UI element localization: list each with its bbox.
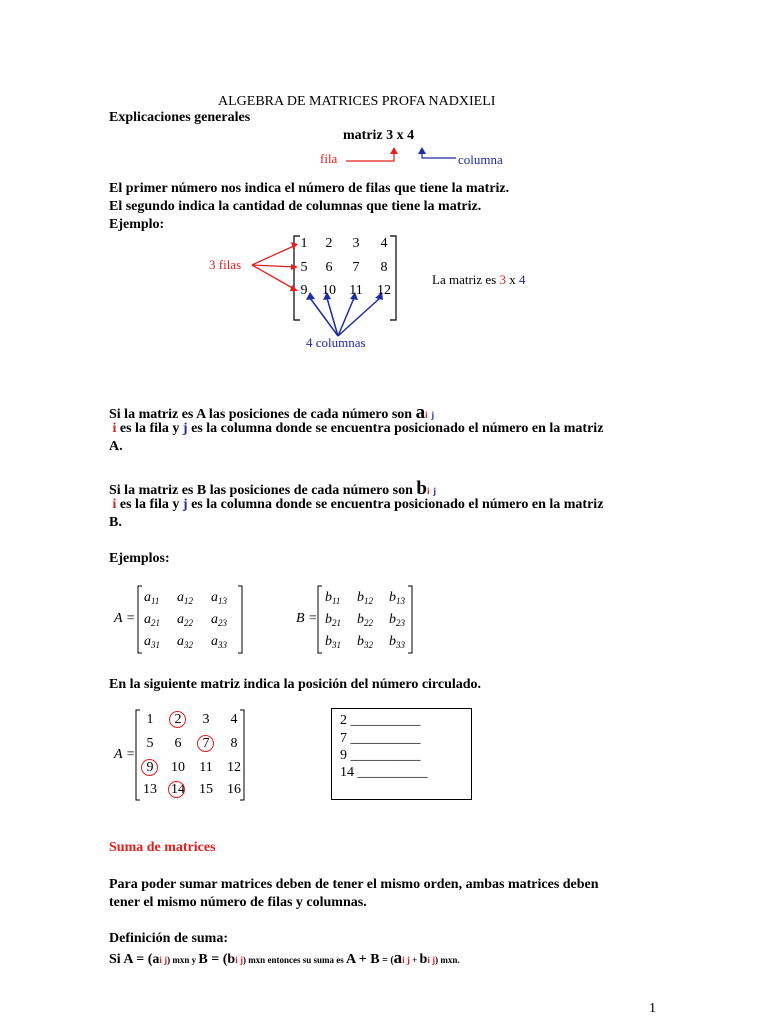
exercise-cell: 15 [199,782,213,797]
page-title: ALGEBRA DE MATRICES PROFA NADXIELI [218,94,496,109]
matrix-a-entry: $a_{13}$ [211,590,227,606]
exercise-cell: 12 [227,760,241,775]
matrix-a-entry: $a_{11}$ [144,590,160,606]
exercise-prompt: En la siguiente matriz indica la posición del número circulado. [109,677,482,692]
matrix-b-entry: $b_{11}$ [325,590,341,606]
dims-label: matriz 3 x 4 [343,128,415,143]
intro-line1: El primer número nos indica el número de filas que tiene la matriz. [109,181,510,196]
matrix-a-name: A = [114,611,136,626]
matrix-a-entry: $a_{12}$ [177,590,193,606]
suma-heading: Suma de matrices [109,840,216,855]
example-cell: 7 [352,260,360,275]
pos-a-line: Si la matriz es A las posiciones de cada número son ai j [109,402,435,423]
example-cell: 6 [325,260,333,275]
fila-label: fila [320,151,338,166]
example-cell: 11 [349,283,363,298]
exercise-cell: 4 [230,712,238,727]
exercise-cell: 2 [174,712,182,727]
circle-marker [141,759,158,776]
matrix-b-entry: $b_{31}$ [325,634,341,650]
dims-arrows [340,140,470,170]
example-cell: 10 [322,283,336,298]
exercise-cell: 13 [143,782,157,797]
matrix-b-entry: $b_{21}$ [325,612,341,628]
intro-line2: El segundo indica la cantidad de columnas que tiene la matriz. [109,199,482,214]
example-cell: 2 [325,236,333,251]
matrix-a-entry: $a_{23}$ [211,612,227,628]
exercise-cell: 9 [146,760,154,775]
pos-b-matrix: B. [109,515,122,530]
matrix-b-entry: $b_{22}$ [357,612,373,628]
example-cell: 5 [300,260,308,275]
suma-p1: Para poder sumar matrices deben de tener el mismo orden, ambas matrices deben [109,877,599,892]
exercise-cell: 5 [146,736,154,751]
circle-marker [168,781,185,798]
columna-label: columna [458,152,503,167]
size-caption: La matriz es 3 x 4 [432,272,526,287]
answer-line[interactable]: 2 __________ [340,713,421,728]
filas-label: 3 filas [209,257,242,272]
answer-line[interactable]: 7 __________ [340,731,421,746]
matrix-b-entry: $b_{13}$ [389,590,405,606]
exercise-cell: 1 [146,712,154,727]
exercise-cell: 14 [171,782,185,797]
exercise-cell: 3 [202,712,210,727]
answer-line[interactable]: 14 __________ [340,765,428,780]
columnas-label: 4 columnas [306,335,366,350]
pos-b-desc: i es la fila y j es la columna donde se encuentra posicionado el número en la matriz [112,497,604,512]
matrix-b-entry: $b_{12}$ [357,590,373,606]
ejemplo-label: Ejemplo: [109,217,165,232]
suma-formula: Si A = (ai j) mxn y B = (bi j) mxn entonces su suma es A + B = (ai j + bi j) mxn. [109,948,460,967]
subtitle: Explicaciones generales [109,110,251,125]
matrix-b-entry: $b_{32}$ [357,634,373,650]
circle-marker [197,735,214,752]
example-cell: 12 [377,283,391,298]
example-cell: 4 [380,236,388,251]
exercise-cell: 16 [227,782,241,797]
pos-a-desc: i es la fila y j es la columna donde se encuentra posicionado el número en la matriz [112,421,604,436]
example-cell: 9 [300,283,308,298]
example-cell: 1 [300,236,308,251]
exercise-matrix-name: A = [114,747,136,762]
exercise-cell: 8 [230,736,238,751]
example-cell: 8 [380,260,388,275]
matrix-a-entry: $a_{31}$ [144,634,160,650]
suma-p2: tener el mismo número de filas y columnas. [109,895,367,910]
page-number: 1 [649,1001,656,1016]
answer-line[interactable]: 9 __________ [340,748,421,763]
suma-def: Definición de suma: [109,931,228,946]
matrix-b-entry: $b_{33}$ [389,634,405,650]
pos-a-matrix: A. [109,439,123,454]
ejemplos-label: Ejemplos: [109,551,170,566]
exercise-cell: 7 [202,736,210,751]
exercise-cell: 10 [171,760,185,775]
example-cell: 3 [352,236,360,251]
matrix-b-entry: $b_{23}$ [389,612,405,628]
matrix-b-name: B = [296,611,318,626]
matrix-a-entry: $a_{21}$ [144,612,160,628]
exercise-cell: 11 [199,760,213,775]
matrix-a-entry: $a_{22}$ [177,612,193,628]
circle-marker [169,711,186,728]
exercise-cell: 6 [174,736,182,751]
matrix-a-entry: $a_{32}$ [177,634,193,650]
pos-b-line: Si la matriz es B las posiciones de cada número son bi j [109,478,436,499]
matrix-a-entry: $a_{33}$ [211,634,227,650]
